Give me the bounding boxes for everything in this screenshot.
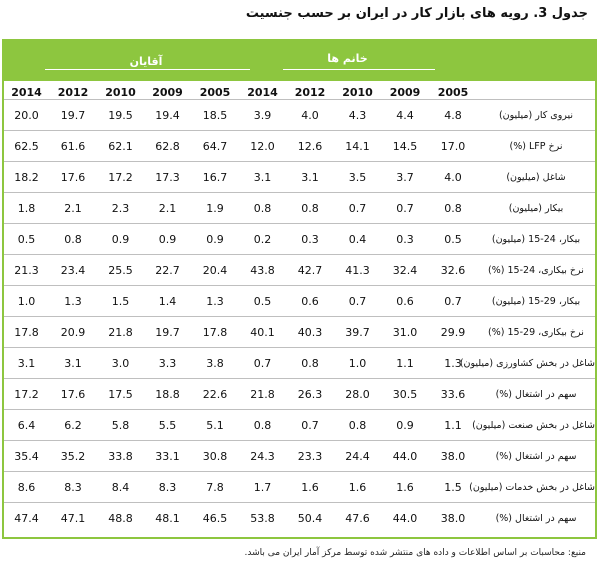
table-cell: 17.2 [4, 379, 49, 410]
table-cell: 17.2 [97, 162, 144, 193]
table-cell: 0.4 [334, 224, 381, 255]
table-cell: 0.8 [239, 410, 286, 441]
table-cell: 16.7 [191, 162, 239, 193]
table-cell: 0.7 [334, 286, 381, 317]
table-row [4, 503, 595, 534]
table-cell: 31.0 [381, 317, 429, 348]
table-cell: 48.8 [108, 511, 133, 525]
year-header: 2005 [429, 84, 477, 100]
table-cell: 40.3 [286, 317, 334, 348]
table-cell: 6.2 [49, 410, 97, 441]
table-cell: 1.6 [286, 472, 334, 503]
table-cell: 1.5 [429, 472, 477, 503]
table-cell: 21.3 [4, 255, 49, 286]
table-cell: 17.0 [429, 131, 477, 162]
table-cell: 38.0 [429, 441, 477, 472]
table-cell: 0.8 [429, 193, 477, 224]
table-row [4, 131, 595, 162]
table-row [4, 441, 595, 472]
table-row [4, 224, 595, 255]
table-cell: 0.5 [239, 286, 286, 317]
table-cell: 5.1 [191, 410, 239, 441]
table-cell: 1.3 [429, 348, 477, 379]
row-label: بيكار، 24-15 (ميليون) [477, 224, 595, 255]
table-row [4, 348, 595, 379]
table-cell: 35.2 [49, 441, 97, 472]
table-cell: 3.1 [239, 162, 286, 193]
table-cell: 3.0 [97, 348, 144, 379]
row-label: سهم در اشتغال (%) [477, 379, 595, 410]
table-cell: 44.0 [381, 441, 429, 472]
table-cell: 17.8 [191, 317, 239, 348]
row-label: نرخ بيكارى، 24-15 (%) [477, 255, 595, 286]
table-title: جدول 3. رويه هاى بازار كار در ايران بر حسب جنسيت [245, 6, 588, 21]
table-cell: 40.1 [239, 317, 286, 348]
table-cell: 1.3 [49, 286, 97, 317]
table-cell: 23.4 [49, 255, 97, 286]
table-cell: 4.0 [286, 100, 334, 131]
table-cell: 19.4 [144, 100, 191, 131]
year-header: 2009 [381, 84, 429, 100]
table-cell: 0.3 [286, 224, 334, 255]
table-cell: 18.5 [191, 100, 239, 131]
table-cell: 42.7 [286, 255, 334, 286]
table-cell: 19.7 [49, 100, 97, 131]
table-row [4, 410, 595, 441]
row-label: سهم در اشتغال (%) [477, 441, 595, 472]
table-cell: 0.7 [429, 286, 477, 317]
table-row [4, 193, 595, 224]
table-cell: 47.4 [14, 511, 39, 525]
table-cell: 0.8 [49, 224, 97, 255]
table-cell: 0.8 [286, 348, 334, 379]
table-cell: 47.6 [345, 511, 370, 525]
table-cell: 0.9 [97, 224, 144, 255]
table-cell: 3.7 [381, 162, 429, 193]
row-label: بيكار (ميليون) [477, 193, 595, 224]
table-row [4, 472, 595, 503]
table-cell: 35.4 [4, 441, 49, 472]
table-row [4, 317, 595, 348]
table-cell: 1.1 [381, 348, 429, 379]
table-cell: 2.1 [144, 193, 191, 224]
table-cell: 61.6 [49, 131, 97, 162]
table-cell: 25.5 [97, 255, 144, 286]
year-header-row [4, 84, 595, 100]
table-cell: 33.8 [97, 441, 144, 472]
row-label: شاغل در بخش صنعت (ميليون) [477, 410, 595, 441]
table-cell: 14.5 [381, 131, 429, 162]
table-row [4, 162, 595, 193]
row-label: بيكار، 29-15 (ميليون) [477, 286, 595, 317]
table-cell: 3.5 [334, 162, 381, 193]
table-cell: 62.5 [4, 131, 49, 162]
year-header: 2012 [286, 84, 334, 100]
table-cell: 1.6 [381, 472, 429, 503]
table-cell: 1.6 [334, 472, 381, 503]
table-cell: 0.9 [191, 224, 239, 255]
row-label: سهم در اشتغال (%) [495, 512, 577, 524]
table-cell: 43.8 [239, 255, 286, 286]
table-cell: 22.7 [144, 255, 191, 286]
table-cell: 2.1 [49, 193, 97, 224]
table-cell: 0.6 [286, 286, 334, 317]
table-body [4, 100, 595, 534]
table-cell: 48.1 [155, 511, 180, 525]
row-label: نرخ بيكارى، 29-15 (%) [477, 317, 595, 348]
table-row [4, 100, 595, 131]
table-cell: 17.6 [49, 162, 97, 193]
table-cell: 46.5 [202, 511, 228, 525]
table-cell: 17.8 [4, 317, 49, 348]
table-cell: 0.8 [286, 193, 334, 224]
table-cell: 29.9 [429, 317, 477, 348]
table-cell: 1.9 [191, 193, 239, 224]
table-cell: 33.1 [144, 441, 191, 472]
table-cell: 0.8 [239, 193, 286, 224]
table-cell: 32.4 [381, 255, 429, 286]
table-cell: 22.6 [191, 379, 239, 410]
table-cell: 17.3 [144, 162, 191, 193]
labor-market-table [4, 84, 595, 533]
table-cell: 0.9 [381, 410, 429, 441]
table-cell: 17.6 [49, 379, 97, 410]
table-cell: 41.3 [334, 255, 381, 286]
table-cell: 64.7 [191, 131, 239, 162]
table-cell: 2.3 [97, 193, 144, 224]
table-cell: 19.5 [97, 100, 144, 131]
group-label-women: خانم ها [327, 52, 368, 65]
table-cell: 18.8 [144, 379, 191, 410]
table-cell: 3.1 [4, 348, 49, 379]
table-cell: 3.3 [144, 348, 191, 379]
table-cell: 4.8 [429, 100, 477, 131]
table-cell: 3.1 [49, 348, 97, 379]
table-cell: 33.6 [429, 379, 477, 410]
row-label: شاغل در بخش كشاورزى (ميليون) [477, 348, 595, 379]
table-cell: 1.3 [191, 286, 239, 317]
year-header: 2012 [49, 84, 97, 100]
table-cell: 0.8 [334, 410, 381, 441]
table-cell: 21.8 [97, 317, 144, 348]
table-cell: 8.3 [49, 472, 97, 503]
table-cell: 5.5 [144, 410, 191, 441]
table-cell: 5.8 [97, 410, 144, 441]
table-cell: 0.5 [429, 224, 477, 255]
table-cell: 4.4 [381, 100, 429, 131]
table-cell: 8.4 [97, 472, 144, 503]
row-label: نيروى كار (ميليون) [477, 100, 595, 131]
source-note: منبع: محاسبات بر اساس اطلاعات و داده هاى منتشر شده توسط مركز آمار ايران مى باشد. [244, 548, 586, 558]
table-cell: 44.0 [392, 511, 418, 525]
table-cell: 30.5 [381, 379, 429, 410]
table-cell: 1.8 [4, 193, 49, 224]
table-cell: 0.7 [286, 410, 334, 441]
year-header: 2010 [334, 84, 381, 100]
table-cell: 0.6 [381, 286, 429, 317]
table-row [4, 255, 595, 286]
table-cell: 26.3 [286, 379, 334, 410]
table-cell: 47.1 [60, 511, 86, 525]
table-cell: 0.3 [381, 224, 429, 255]
table-cell: 24.3 [239, 441, 286, 472]
table-cell: 3.9 [239, 100, 286, 131]
table-cell: 7.8 [191, 472, 239, 503]
table-cell: 30.8 [191, 441, 239, 472]
table-cell: 20.9 [49, 317, 97, 348]
table-cell: 0.9 [144, 224, 191, 255]
table-cell: 20.0 [4, 100, 49, 131]
table-cell: 18.2 [4, 162, 49, 193]
row-label: شاغل (ميليون) [477, 162, 595, 193]
table-cell: 21.8 [239, 379, 286, 410]
table-cell: 1.7 [239, 472, 286, 503]
table-cell: 8.6 [4, 472, 49, 503]
year-header: 2014 [4, 84, 49, 100]
table-cell: 53.8 [250, 511, 275, 525]
table-cell: 24.4 [334, 441, 381, 472]
label-header [477, 84, 595, 100]
table-cell: 0.2 [239, 224, 286, 255]
table-cell: 23.3 [286, 441, 334, 472]
table-cell: 39.7 [334, 317, 381, 348]
row-label: شاغل در بخش خدمات (ميليون) [477, 472, 595, 503]
table-cell: 1.4 [144, 286, 191, 317]
table-cell: 4.3 [334, 100, 381, 131]
table-cell: 6.4 [4, 410, 49, 441]
table-cell: 14.1 [334, 131, 381, 162]
year-header: 2010 [97, 84, 144, 100]
table-cell: 12.6 [286, 131, 334, 162]
group-label-men: آقايان [129, 55, 163, 68]
year-header: 2014 [239, 84, 286, 100]
table-cell: 20.4 [191, 255, 239, 286]
table-cell: 3.8 [191, 348, 239, 379]
table-cell: 1.1 [429, 410, 477, 441]
table-row [4, 286, 595, 317]
table-cell: 19.7 [144, 317, 191, 348]
table-cell: 8.3 [144, 472, 191, 503]
table-cell: 17.5 [97, 379, 144, 410]
table-cell: 0.7 [381, 193, 429, 224]
year-header: 2009 [144, 84, 191, 100]
table-cell: 0.7 [334, 193, 381, 224]
year-header: 2005 [191, 84, 239, 100]
table-cell: 4.0 [429, 162, 477, 193]
table-cell: 50.4 [297, 511, 323, 525]
table-cell: 28.0 [334, 379, 381, 410]
table-cell: 62.8 [144, 131, 191, 162]
table-cell: 1.5 [97, 286, 144, 317]
table-cell: 1.0 [334, 348, 381, 379]
table-cell: 62.1 [97, 131, 144, 162]
table-cell: 1.0 [4, 286, 49, 317]
table-cell: 12.0 [239, 131, 286, 162]
table-cell: 38.0 [440, 511, 466, 525]
table-cell: 3.1 [286, 162, 334, 193]
table-cell: 0.7 [239, 348, 286, 379]
table-cell: 32.6 [429, 255, 477, 286]
table-row [4, 379, 595, 410]
table-cell: 0.5 [4, 224, 49, 255]
row-label: نرخ LFP (%) [477, 131, 595, 162]
